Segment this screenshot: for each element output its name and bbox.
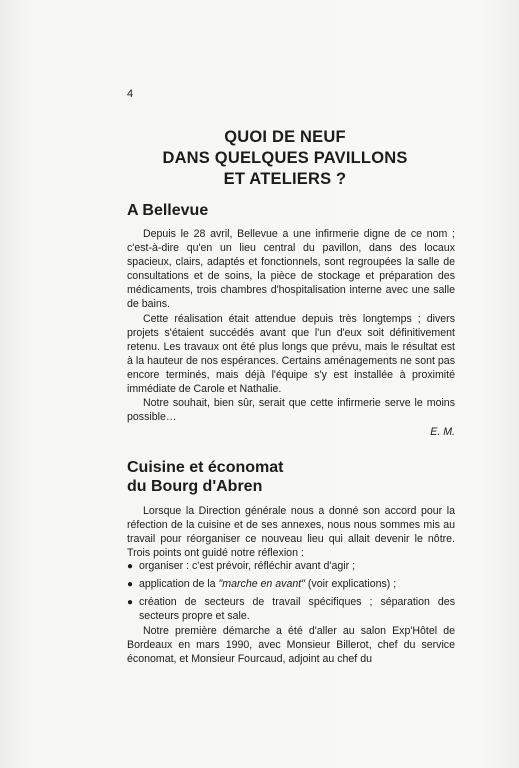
list-item: [127, 578, 455, 592]
list-item: [127, 596, 455, 624]
bullet-text-end: (voir explications) ;: [304, 577, 397, 590]
bellevue-paragraph-3-text: Notre souhait, bien sûr, serait que cette infirmerie serve le moins possible…: [127, 397, 455, 423]
cuisine-paragraph-1-text: Lorsque la Direction générale nous a donné son accord pour la réfection de la cuisine et de ses annexes, nous nous sommes mis au travail pour réorganiser ce nouveau lieu qui allait devenir le nôtre. Trois points ont guidé notre réflexion :: [127, 505, 455, 559]
bellevue-paragraph-2: [127, 313, 455, 396]
list-item: [127, 560, 455, 574]
bullet-icon: ●: [127, 596, 134, 608]
bellevue-paragraph-2-text: Cette réalisation était attendue depuis très longtemps ; divers projets s'étaient succédés avant que l'un d'eux soit définitivement retenu. Les travaux ont été plus longs que prévu, mais le résultat est à la hauteur de nos espérances. Certains aménagements ne sont pas encore terminés, mais déjà l'équipe s'y est installée à proximité immédiate de Carole et Nathalie.: [127, 313, 455, 395]
bullet-text: création de secteurs de travail spécifiques ; séparation des secteurs propre et sale.: [139, 595, 455, 622]
cuisine-paragraph-2: [127, 625, 455, 667]
title-line-1: QUOI DE NEUF: [224, 128, 346, 146]
bullet-text: organiser : c'est prévoir, réfléchir avant d'agir ;: [139, 560, 356, 572]
bellevue-paragraph-1-text: Depuis le 28 avril, Bellevue a une infirmerie digne de ce nom ; c'est-à-dire qu'en un lieu central du pavillon, dans des locaux spacieux, clairs, adaptés et fonctionnels, sont regroupées la salle de consultations et de soins, la pièce de stockage et préparation des médicaments, trois chambres d'hospitalisation interne avec une salle de bains.: [127, 228, 455, 310]
bellevue-paragraph-1: [127, 228, 455, 311]
title-line-2: DANS QUELQUES PAVILLONS: [162, 149, 408, 167]
bellevue-paragraph-3: [127, 397, 455, 425]
section-heading-cuisine-1: Cuisine et économat: [127, 459, 284, 476]
bullet-icon: ●: [127, 561, 134, 572]
signature: E. M.: [430, 426, 455, 438]
cuisine-paragraph-1: [127, 505, 455, 561]
section-heading-bellevue: A Bellevue: [127, 202, 209, 219]
bullet-text: application de la: [139, 577, 219, 590]
bullet-icon: ●: [127, 578, 134, 590]
section-heading-cuisine-2: du Bourg d'Abren: [127, 478, 263, 495]
cuisine-paragraph-2-text: Notre première démarche a été d'aller au salon Exp'Hôtel de Bordeaux en mars 1990, avec Monsieur Billerot, chef du service économat, et Monsieur Fourcaud, adjoint au chef du: [127, 625, 455, 665]
title-line-3: ET ATELIERS ?: [223, 170, 347, 188]
page-number: 4: [127, 88, 134, 100]
bullet-list: [127, 560, 455, 628]
page-title: [120, 127, 450, 190]
bullet-emphasis: "marche en avant": [218, 577, 305, 590]
